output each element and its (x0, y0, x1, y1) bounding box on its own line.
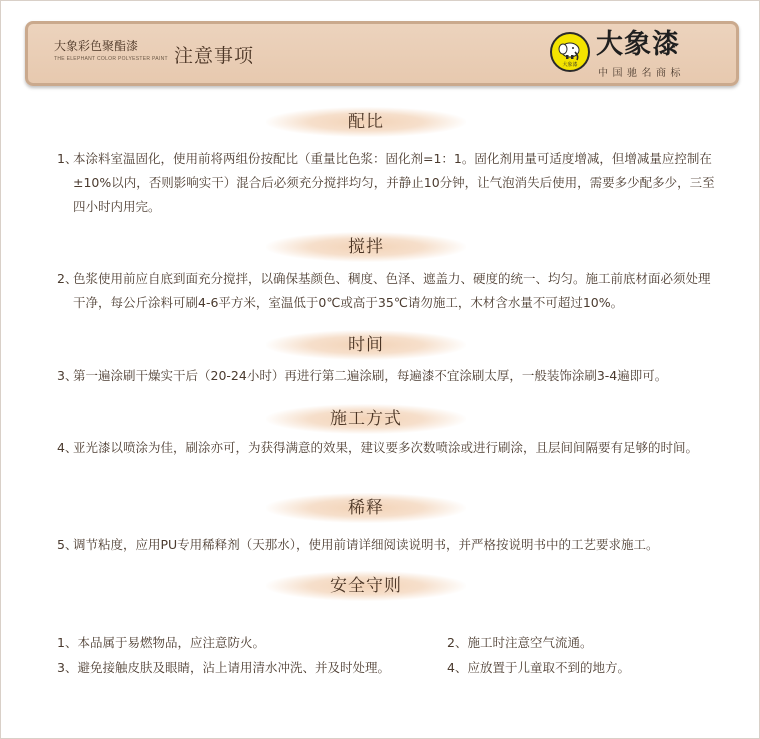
brand-block (54, 38, 168, 62)
item-number: 5、 (57, 537, 78, 552)
section-title-safety: 安全守则 (266, 571, 466, 601)
section-title-application: 施工方式 (266, 404, 466, 434)
item-text: 本涂料室温固化，使用前将两组份按配比（重量比色浆：固化剂=1：1。固化剂用量可适度增减，但增减量应控制在±10%以内，否则影响实干）混合后必须充分搅拌均匀，并静止10分钟，让气泡消失后使用，需要多少配多少，三至四小时内用完。 (73, 151, 715, 214)
section-title-time: 时间 (266, 330, 466, 360)
section-title-stirring: 搅拌 (266, 232, 466, 262)
brand-name-cn: 大象彩色聚酯漆 (54, 39, 139, 53)
item-text: 第一遍涂刷干燥实干后（20-24小时）再进行第二遍涂刷，每遍漆不宜涂刷太厚，一般装饰涂刷3-4遍即可。 (73, 368, 668, 383)
instruction-item-stirring (57, 267, 721, 315)
item-number: 3、 (57, 368, 78, 383)
logo-name: 大象漆 (596, 29, 680, 60)
safety-rule-4: 4、应放置于儿童取不到的地方。 (447, 660, 630, 675)
logo-tagline: 中国驰名商标 (598, 68, 685, 79)
header-banner (25, 21, 739, 86)
safety-rule-3: 3、避免接触皮肤及眼睛，沾上请用清水冲洗、并及时处理。 (57, 660, 390, 675)
instruction-item-application (57, 436, 721, 460)
elephant-logo-icon (550, 32, 590, 72)
item-text: 色浆使用前应自底到面充分搅拌，以确保基颜色、稠度、色泽、遮盖力、硬度的统一、均匀。施工前底材面必须处理干净，每公斤涂料可刷4-6平方米，室温低于0℃或高于35℃请勿施工，木材含水量不可超过10%。 (73, 271, 711, 310)
instruction-item-dilution (57, 533, 721, 557)
instruction-item-ratio (57, 147, 721, 219)
brand-name-en: THE ELEPHANT COLOR POLYESTER PAINT (54, 56, 168, 62)
page-title: 注意事项 (174, 45, 255, 67)
instruction-item-time (57, 364, 721, 388)
item-text: 亚光漆以喷涂为佳，刷涂亦可，为获得满意的效果，建议要多次数喷涂或进行刷涂，且层间间隔要有足够的时间。 (73, 440, 699, 455)
item-number: 1、 (57, 151, 78, 166)
item-text: 调节粘度，应用PU专用稀释剂（天那水），使用前请详细阅读说明书，并严格按说明书中的工艺要求施工。 (73, 537, 659, 552)
item-number: 4、 (57, 440, 78, 455)
item-number: 2、 (57, 271, 78, 286)
safety-rule-2: 2、施工时注意空气流通。 (447, 635, 593, 650)
section-title-dilution: 稀释 (266, 493, 466, 523)
safety-rule-1: 1、本品属于易燃物品，应注意防火。 (57, 635, 265, 650)
section-title-ratio: 配比 (266, 107, 466, 137)
logo-small-text: 大象漆 (562, 62, 578, 68)
